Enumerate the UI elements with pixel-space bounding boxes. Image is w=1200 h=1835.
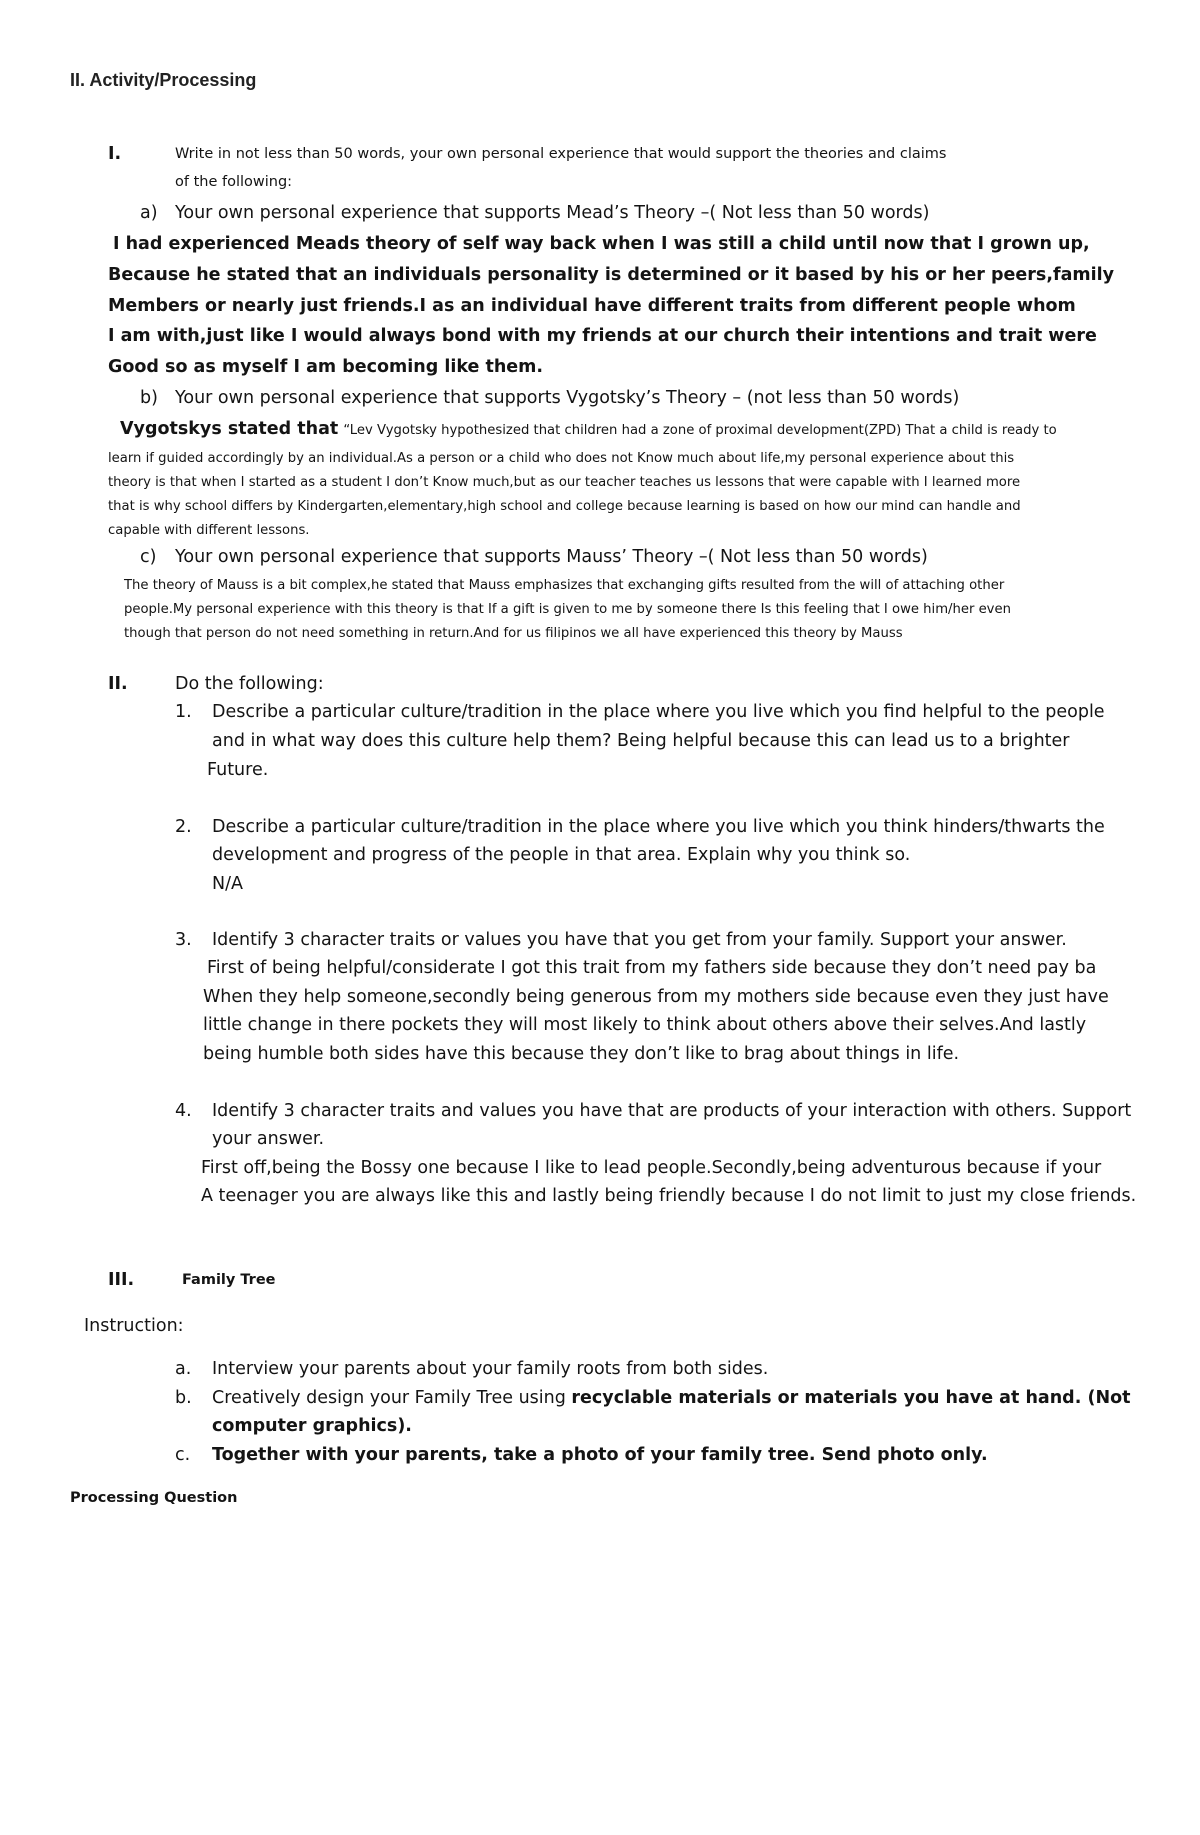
part1-prompt-line2: of the following: xyxy=(175,174,293,190)
item-1-question: and in what way does this culture help them? Being helpful because this can lead us to a brighter xyxy=(212,731,1070,751)
item-3-question: Identify 3 character traits or values you have that you get from your family. Support your answer. xyxy=(212,930,1067,950)
answer-a-line: Good so as myself I am becoming like them. xyxy=(108,357,544,377)
item-1-number: 1. xyxy=(175,702,192,722)
answer-a-line: Because he stated that an individuals personality is determined or it based by his or her peers,family xyxy=(108,265,1115,285)
instruction-c-marker: c. xyxy=(175,1445,191,1465)
item-3-answer: little change in there pockets they will most likely to think about others above their selves.And lastly xyxy=(203,1015,1087,1035)
instruction-a-marker: a. xyxy=(175,1359,192,1379)
answer-b-line: learn if guided accordingly by an individual.As a person or a child who does not Know much about life,my personal experience about this xyxy=(108,451,1015,466)
item-4-answer: A teenager you are always like this and lastly being friendly because I do not limit to just my close friends. xyxy=(201,1186,1137,1206)
part2-intro: Do the following: xyxy=(175,674,324,694)
part3-title: Family Tree xyxy=(182,1272,276,1288)
item-4-answer: First off,being the Bossy one because I like to lead people.Secondly,being adventurous because if your xyxy=(201,1158,1102,1178)
processing-question-label: Processing Question xyxy=(70,1490,238,1506)
answer-b-lead: Vygotskys stated that xyxy=(120,419,339,439)
item-1-answer: Future. xyxy=(207,760,269,780)
item-4-question: your answer. xyxy=(212,1129,325,1149)
instruction-b-bold-line2: computer graphics). xyxy=(212,1416,412,1436)
item-3-answer: When they help someone,secondly being generous from my mothers side because even they just have xyxy=(203,987,1109,1007)
question-a-text: Your own personal experience that supports Mead’s Theory –( Not less than 50 words) xyxy=(175,203,930,223)
instruction-c-text: Together with your parents, take a photo of your family tree. Send photo only. xyxy=(212,1445,988,1465)
item-2-question: development and progress of the people in that area. Explain why you think so. xyxy=(212,845,911,865)
item-3-number: 3. xyxy=(175,930,192,950)
instruction-b-bold: recyclable materials or materials you have at hand. (Not xyxy=(571,1388,1131,1408)
item-3-answer: being humble both sides have this because they don’t like to brag about things in life. xyxy=(203,1044,960,1064)
question-c-text: Your own personal experience that supports Mauss’ Theory –( Not less than 50 words) xyxy=(175,547,928,567)
question-b-text: Your own personal experience that supports Vygotsky’s Theory – (not less than 50 words) xyxy=(175,388,960,408)
part2-numeral: II. xyxy=(108,674,128,694)
section-title: II. Activity/Processing xyxy=(70,70,257,90)
answer-c-line: The theory of Mauss is a bit complex,he stated that Mauss emphasizes that exchanging gifts resulted from the will of attaching other xyxy=(124,578,1005,593)
part1-numeral: I. xyxy=(108,144,122,164)
instruction-a-text: Interview your parents about your family roots from both sides. xyxy=(212,1359,769,1379)
answer-b-line1-rest: “Lev Vygotsky hypothesized that children had a zone of proximal development(ZPD) That a child is ready to xyxy=(343,423,1057,438)
item-2-answer: N/A xyxy=(212,874,243,894)
answer-b-line: theory is that when I started as a student I don’t Know much,but as our teacher teaches us lessons that were capable with I learned more xyxy=(108,475,1021,490)
instruction-b-marker: b. xyxy=(175,1388,192,1408)
instruction-b-text xyxy=(212,1388,1130,1408)
answer-b-line: capable with different lessons. xyxy=(108,523,310,538)
item-4-number: 4. xyxy=(175,1101,192,1121)
question-a-marker: a) xyxy=(140,203,158,223)
answer-a-line: Members or nearly just friends.I as an individual have different traits from different people whom xyxy=(108,296,1076,316)
answer-b-line1 xyxy=(120,419,1057,439)
instruction-b-plain: Creatively design your Family Tree using xyxy=(212,1388,572,1408)
item-3-answer: First of being helpful/considerate I got this trait from my fathers side because they don’t need pay ba xyxy=(207,958,1097,978)
part3-numeral: III. xyxy=(108,1270,135,1290)
instruction-label: Instruction: xyxy=(84,1316,184,1336)
question-c-marker: c) xyxy=(140,547,157,567)
item-2-number: 2. xyxy=(175,817,192,837)
question-b-marker: b) xyxy=(140,388,158,408)
answer-c-line: though that person do not need something in return.And for us filipinos we all have experienced this theory by Mauss xyxy=(124,626,903,641)
answer-c-line: people.My personal experience with this theory is that If a gift is given to me by someone there Is this feeling that I owe him/her even xyxy=(124,602,1011,617)
item-1-question: Describe a particular culture/tradition in the place where you live which you find helpful to the people xyxy=(212,702,1105,722)
part1-prompt-line1: Write in not less than 50 words, your own personal experience that would support the theories and claims xyxy=(175,146,947,162)
item-2-question: Describe a particular culture/tradition in the place where you live which you think hinders/thwarts the xyxy=(212,817,1105,837)
item-4-question: Identify 3 character traits and values you have that are products of your interaction with others. Support xyxy=(212,1101,1132,1121)
answer-b-line: that is why school differs by Kindergarten,elementary,high school and college because learning is based on how our mind can handle and xyxy=(108,499,1021,514)
answer-a-line: I am with,just like I would always bond with my friends at our church their intentions and trait were xyxy=(108,326,1097,346)
answer-a-line: I had experienced Meads theory of self way back when I was still a child until now that I grown up, xyxy=(113,234,1090,254)
